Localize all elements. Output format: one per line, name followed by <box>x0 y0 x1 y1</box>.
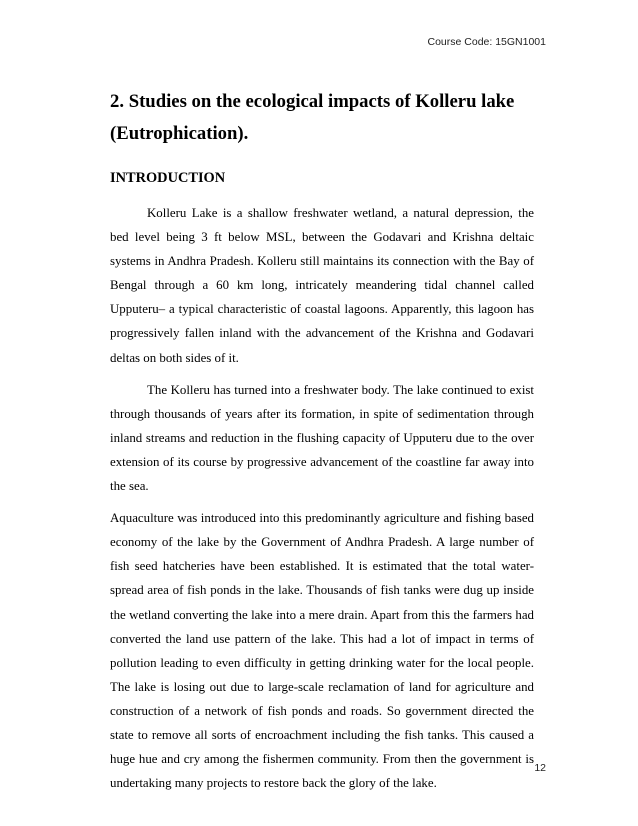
page-number: 12 <box>534 762 546 774</box>
document-title: 2. Studies on the ecological impacts of Kolleru lake (Eutrophication). <box>110 91 515 144</box>
paragraph-1: Kolleru Lake is a shallow freshwater wetland, a natural depression, the bed level being 3 ft below MSL, between the Godavari and Krishna deltaic systems in Andhra Pradesh. Kolleru still maintains its connection with the Bay of Bengal through a 60 km long, intricately meandering tidal channel called Upputeru– a typical characteristic of coastal lagoons. Apparently, this lagoon has progressively fallen inland with the advancement of the Krishna and Godavari deltas on both sides of it. <box>110 206 534 365</box>
paragraph-2: The Kolleru has turned into a freshwater body. The lake continued to exist through thousands of years after its formation, in spite of sedimentation through inland streams and reduction in the flushing capacity of Upputeru due to the over extension of its course by progressive advancement of the coastline far away into the sea. <box>110 382 534 494</box>
paragraph-3: Aquaculture was introduced into this predominantly agriculture and fishing based economy of the lake by the Government of Andhra Pradesh. A large number of fish seed hatcheries have been established. It is estimated that the total water-spread area of fish ponds in the lake. Thousands of fish tanks were dug up inside the wetland converting the lake into a mere drain. Apart from this the farmers had converted the land use pattern of the lake. This had a lot of impact in terms of pollution leading to even difficulty in getting drinking water for the local people. The lake is losing out due to large-scale reclamation of land for agriculture and construction of a network of fish ponds and roads. So government directed the state to remove all sorts of encroachment including the fish tanks. This caused a huge hue and cry among the fishermen community. From then the government is undertaking many projects to restore back the glory of the lake. <box>110 511 534 791</box>
document-body <box>110 86 534 795</box>
section-heading-introduction: INTRODUCTION <box>110 170 226 186</box>
course-code-header: Course Code: 15GN1001 <box>427 36 546 48</box>
